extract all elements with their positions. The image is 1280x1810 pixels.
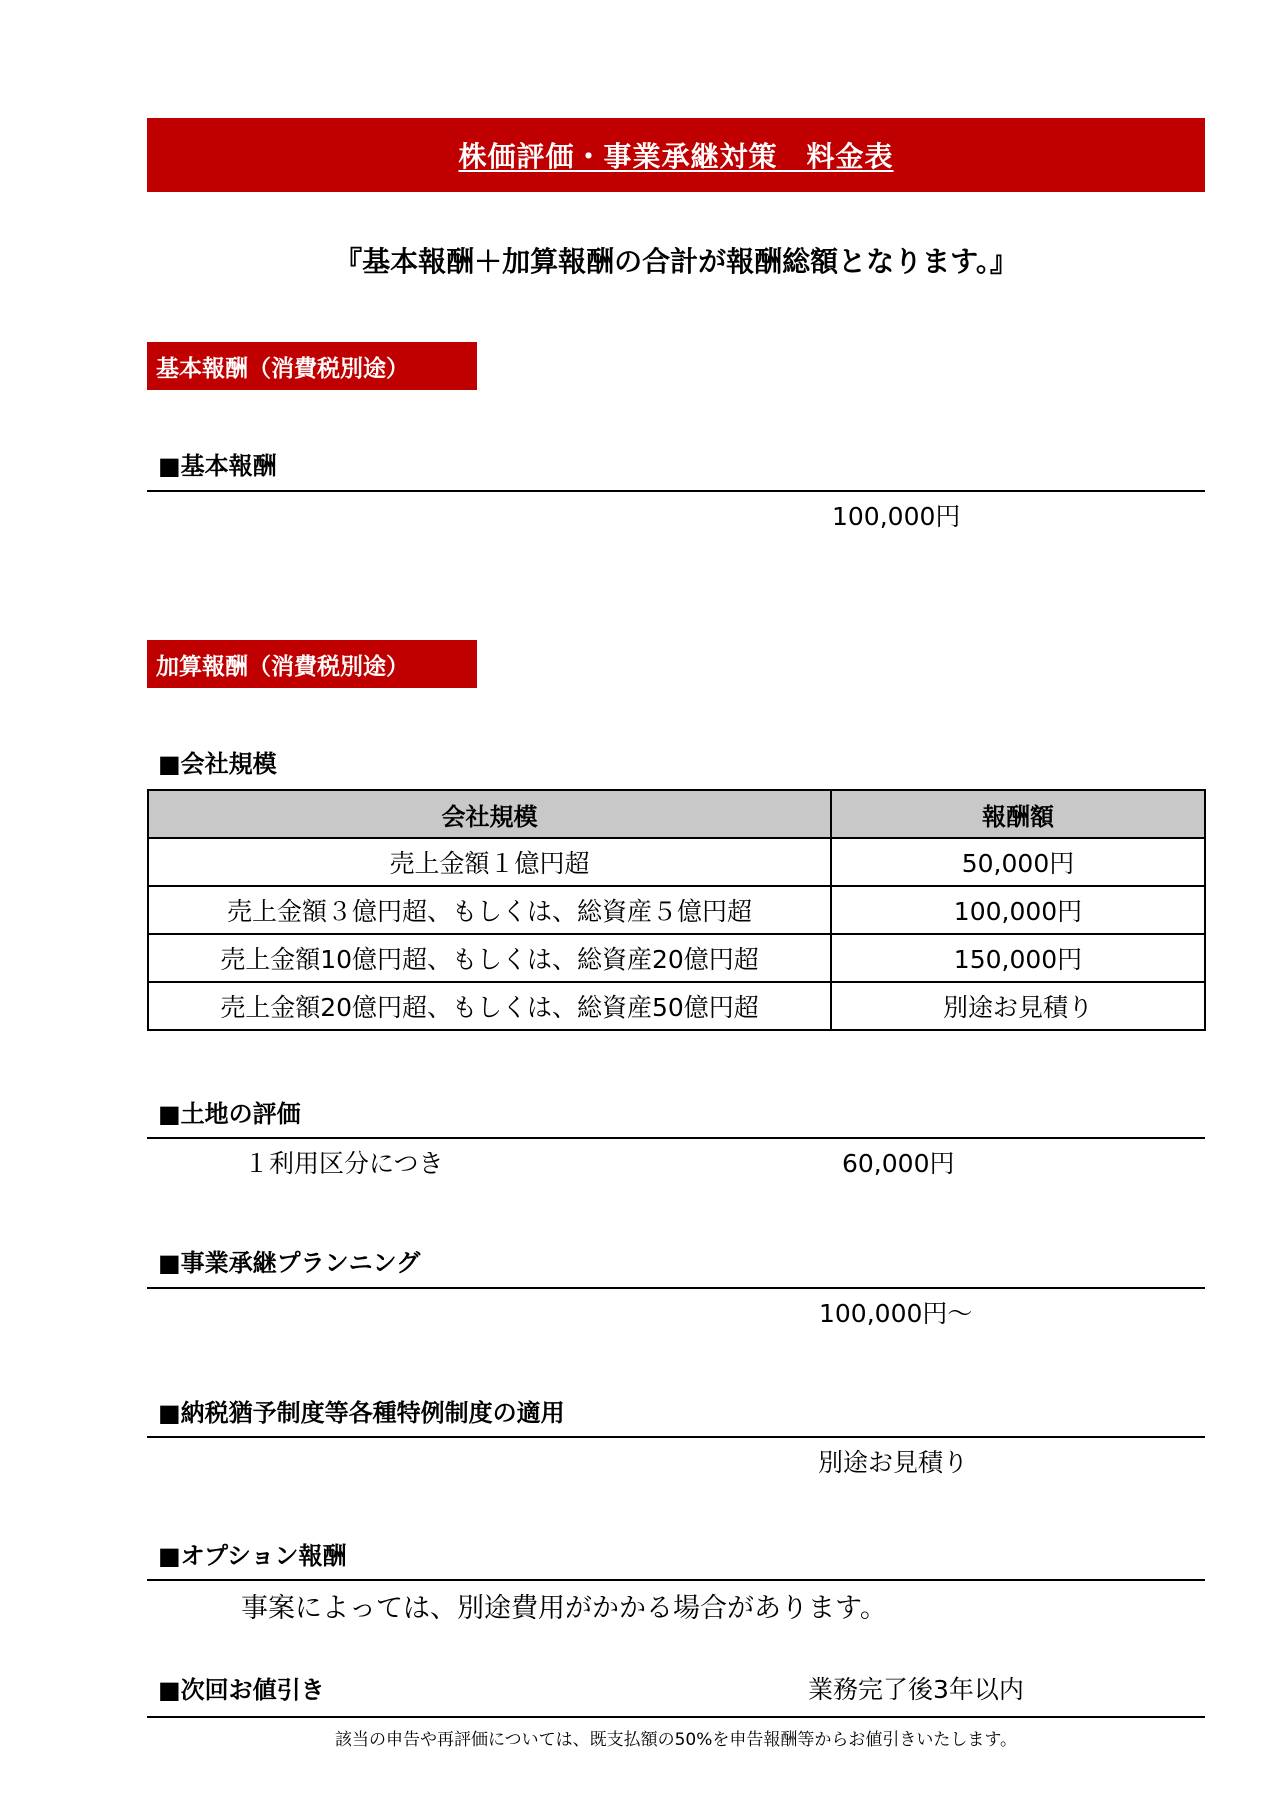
divider (147, 490, 1205, 492)
table-row (148, 982, 1205, 1030)
column-header-fee: 報酬額 (831, 790, 1205, 838)
land-valuation-label: １利用区分につき (244, 1149, 444, 1178)
table-cell-size: 売上金額１億円超 (148, 838, 831, 886)
table-row (148, 934, 1205, 982)
table-row (148, 886, 1205, 934)
table-row (148, 838, 1205, 886)
divider (147, 1579, 1205, 1581)
option-fee-text: 事案によっては、別途費用がかかる場合があります。 (241, 1593, 887, 1624)
succession-planning-value: 100,000円～ (819, 1299, 973, 1328)
company-size-heading: ■会社規模 (158, 750, 277, 778)
table-cell-fee: 別途お見積り (831, 982, 1205, 1030)
special-systems-value: 別途お見積り (818, 1448, 969, 1477)
table-cell-fee: 50,000円 (831, 838, 1205, 886)
succession-planning-heading: ■事業承継プランニング (158, 1249, 421, 1277)
table-cell-fee: 100,000円 (831, 886, 1205, 934)
divider (147, 1137, 1205, 1139)
table-cell-fee: 150,000円 (831, 934, 1205, 982)
land-valuation-heading: ■土地の評価 (158, 1100, 301, 1128)
table-cell-size: 売上金額10億円超、もしくは、総資産20億円超 (148, 934, 831, 982)
additional-fee-section-label: 加算報酬（消費税別途） (147, 640, 477, 688)
title-banner (147, 118, 1205, 192)
land-valuation-value: 60,000円 (842, 1149, 955, 1178)
discount-condition: 業務完了後3年以内 (808, 1675, 1024, 1704)
basic-fee-value: 100,000円 (832, 502, 961, 531)
next-discount-heading: ■次回お値引き (158, 1676, 325, 1704)
divider (147, 1287, 1205, 1289)
discount-note: 該当の申告や再評価については、既支払額の50%を申告報酬等からお値引きいたします。 (334, 1730, 1018, 1750)
basic-fee-heading: ■基本報酬 (158, 452, 277, 480)
page-title: 株価評価・事業承継対策 料金表 (458, 140, 894, 173)
company-size-fee-table (147, 789, 1206, 1031)
subtitle: 『基本報酬＋加算報酬の合計が報酬総額となります。』 (334, 245, 1018, 278)
column-header-company-size: 会社規模 (148, 790, 831, 838)
option-fee-heading: ■オプション報酬 (158, 1542, 347, 1570)
table-cell-size: 売上金額３億円超、もしくは、総資産５億円超 (148, 886, 831, 934)
special-systems-heading: ■納税猶予制度等各種特例制度の適用 (158, 1399, 565, 1427)
table-cell-size: 売上金額20億円超、もしくは、総資産50億円超 (148, 982, 831, 1030)
divider (147, 1436, 1205, 1438)
basic-fee-section-label: 基本報酬（消費税別途） (147, 342, 477, 390)
table-header-row (148, 790, 1205, 838)
divider (147, 1716, 1205, 1718)
